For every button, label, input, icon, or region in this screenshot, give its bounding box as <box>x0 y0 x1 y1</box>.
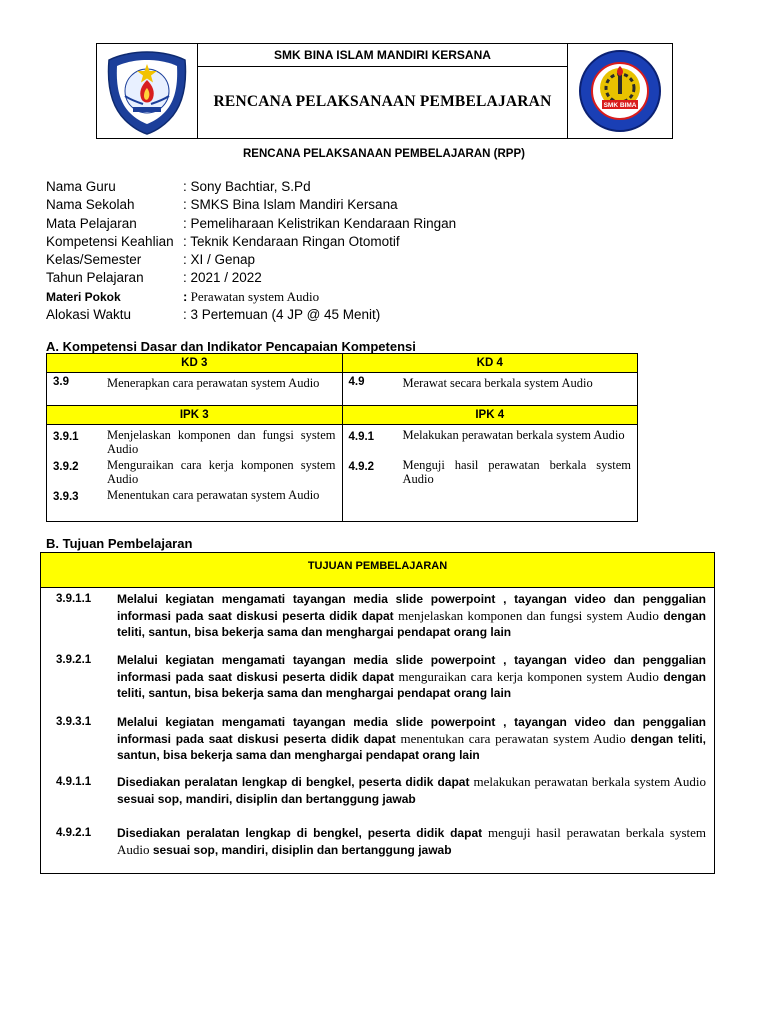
info-label: Materi Pokok <box>46 289 121 304</box>
tujuan-number: 4.9.1.1 <box>56 776 92 788</box>
info-label: Nama Sekolah <box>46 197 135 213</box>
tujuan-table <box>40 552 715 874</box>
tujuan-item <box>41 714 714 764</box>
tujuan-tail: sesuai sop, mandiri, disiplin dan bertanggung jawab <box>117 791 416 806</box>
section-b-heading: B. Tujuan Pembelajaran <box>46 536 193 551</box>
tujuan-number: 3.9.2.1 <box>56 654 92 666</box>
ipk4-header: IPK 4 <box>342 406 638 425</box>
kd3-header: KD 3 <box>47 354 343 373</box>
kd-number: 3.9 <box>53 376 69 388</box>
tujuan-item <box>41 652 714 702</box>
tujuan-core: menguraikan cara kerja komponen system Audio <box>398 668 659 684</box>
school-logo-right <box>567 44 672 138</box>
info-value: : XI / Genap <box>183 252 256 268</box>
document-header <box>96 43 673 139</box>
tujuan-core: menguji hasil perawatan berkala system Audio <box>117 825 706 857</box>
tujuan-tail: dengan teliti, santun, bisa bekerja sama dan menghargai pendapat orang lain <box>117 669 706 700</box>
kd-text: Menerapkan cara perawatan system Audio <box>107 376 320 390</box>
ipk-text: Menjelaskan komponen dan fungsi system Audio <box>107 428 336 456</box>
info-value: : Sony Bachtiar, S.Pd <box>183 179 311 194</box>
document-title: RENCANA PELAKSANAAN PEMBELAJARAN <box>213 93 552 110</box>
tujuan-number: 3.9.3.1 <box>56 716 92 728</box>
kd3-cell <box>47 373 343 406</box>
info-value: : SMKS Bina Islam Mandiri Kersana <box>183 197 398 213</box>
ipk4-cell <box>342 425 638 522</box>
tujuan-item <box>41 774 714 807</box>
school-logo-left <box>97 44 198 138</box>
right-logo-badge: SMK BIMA <box>603 102 637 109</box>
ipk-number: 4.9.1 <box>348 431 375 443</box>
section-a-heading: A. Kompetensi Dasar dan Indikator Pencapaian Kompetensi <box>46 339 416 354</box>
school-name: SMK BINA ISLAM MANDIRI KERSANA <box>197 44 568 67</box>
kd-ipk-table <box>46 353 638 522</box>
ipk-number: 3.9.2 <box>53 461 79 473</box>
kd4-header: KD 4 <box>342 354 638 373</box>
ipk-item <box>47 458 342 488</box>
tujuan-number: 4.9.2.1 <box>56 827 92 839</box>
ipk3-cell <box>47 425 343 522</box>
info-value: : 2021 / 2022 <box>183 270 262 286</box>
ipk-text: Melakukan perawatan berkala system Audio <box>402 428 625 442</box>
info-label: Alokasi Waktu <box>46 307 132 323</box>
tujuan-tail: sesuai sop, mandiri, disiplin dan bertanggung jawab <box>149 842 452 857</box>
ipk-item <box>47 488 342 518</box>
info-label: Kelas/Semester <box>46 252 142 268</box>
ipk-number: 3.9.3 <box>53 491 79 503</box>
info-label: Nama Guru <box>46 179 116 194</box>
info-value: Perawatan system Audio <box>187 288 320 304</box>
ipk-item <box>343 428 638 458</box>
tujuan-number: 3.9.1.1 <box>56 593 92 605</box>
document-subtitle: RENCANA PELAKSANAAN PEMBELAJARAN (RPP) <box>243 148 525 160</box>
tujuan-lead: Disediakan peralatan lengkap di bengkel, peserta didik dapat <box>117 826 488 840</box>
ipk3-header: IPK 3 <box>47 406 343 425</box>
info-value: : 3 Pertemuan (4 JP @ 45 Menit) <box>183 307 381 323</box>
tujuan-lead: Melalui kegiatan mengamati tayangan media slide powerpoint , tayangan video dan penggalian informasi pada saat diskusi peserta didik dapat <box>117 653 706 684</box>
ipk-text: Menguraikan cara kerja komponen system Audio <box>107 458 336 486</box>
tujuan-tail: dengan teliti, santun, bisa bekerja sama dan menghargai pendapat orang lain <box>117 608 706 639</box>
kd-text: Merawat secara berkala system Audio <box>402 376 593 390</box>
info-label: Kompetensi Keahlian <box>46 233 174 249</box>
tujuan-lead: Disediakan peralatan lengkap di bengkel, peserta didik dapat <box>117 775 474 789</box>
tujuan-core: menentukan cara perawatan system Audio <box>400 730 626 746</box>
tujuan-tail: dengan teliti, santun, bisa bekerja sama dan menghargai pendapat orang lain <box>117 731 707 762</box>
tujuan-core: melakukan perawatan berkala system Audio <box>473 774 706 789</box>
tujuan-header: TUJUAN PEMBELAJARAN <box>41 553 714 588</box>
info-label: Tahun Pelajaran <box>46 270 144 286</box>
tujuan-core: menjelaskan komponen dan fungsi system Audio <box>398 607 659 623</box>
info-colon: : <box>183 288 188 304</box>
info-value: : Teknik Kendaraan Ringan Otomotif <box>183 233 400 249</box>
kd-number: 4.9 <box>348 376 365 388</box>
ipk-number: 4.9.2 <box>348 461 375 473</box>
ipk-text: Menentukan cara perawatan system Audio <box>107 488 320 502</box>
ipk-number: 3.9.1 <box>53 431 79 443</box>
tujuan-lead: Melalui kegiatan mengamati tayangan media slide powerpoint , tayangan video dan penggalian informasi pada saat diskusi peserta didik dapat <box>117 592 706 623</box>
kd4-cell <box>342 373 638 406</box>
tujuan-lead: Melalui kegiatan mengamati tayangan media slide powerpoint , tayangan video dan penggalian informasi pada saat diskusi peserta didik dapat <box>117 715 706 746</box>
ipk-item <box>47 428 342 458</box>
info-value: : Pemeliharaan Kelistrikan Kendaraan Ringan <box>183 215 457 231</box>
ipk-text: Menguji hasil perawatan berkala system Audio <box>402 458 631 486</box>
tujuan-item <box>41 591 714 641</box>
tujuan-item <box>41 825 714 858</box>
info-label: Mata Pelajaran <box>46 215 137 231</box>
ipk-item <box>343 458 638 488</box>
